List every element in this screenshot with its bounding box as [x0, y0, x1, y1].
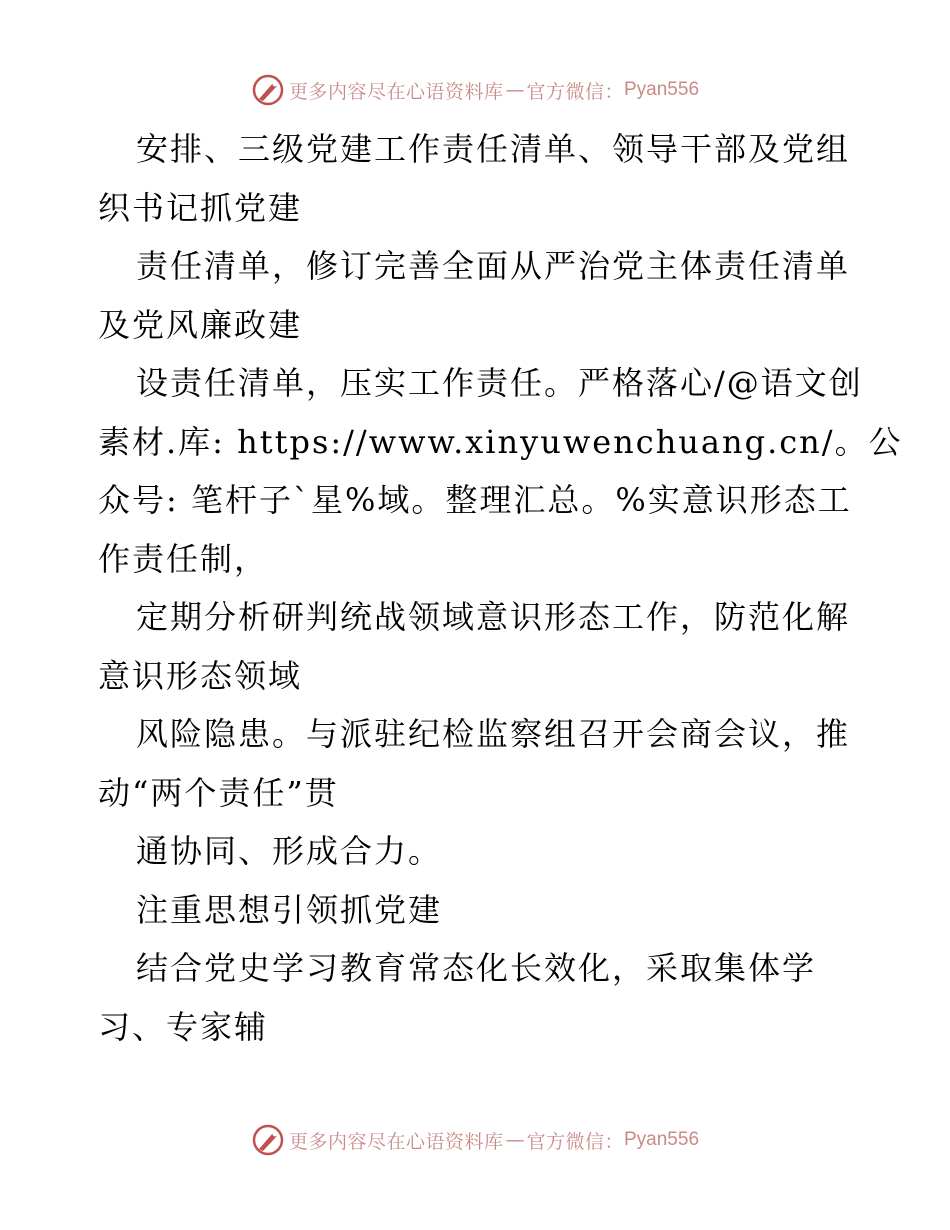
watermark-wechat-label: 官方微信：	[526, 1130, 624, 1153]
text-line: 及党风廉政建	[98, 305, 303, 344]
watermark-separator: —	[505, 1129, 525, 1151]
text-line: 风险隐患。与派驻纪检监察组召开会商会议，推	[136, 715, 851, 753]
text-line: 结合党史学习教育常态化长效化，采取集体学	[136, 949, 817, 987]
text-line: 织书记抓党建	[98, 188, 303, 227]
text-line: 作责任制，	[98, 539, 269, 578]
section-heading: 注重思想引领抓党建	[136, 890, 443, 929]
watermark-footer	[0, 1120, 950, 1160]
text-line: 众号: 笔杆子`星%域。整理汇总。%实意识形态工	[98, 481, 852, 519]
watermark-text: 更多内容尽在心语资料库	[288, 80, 504, 103]
watermark-wechat-label: 官方微信：	[526, 80, 624, 103]
text-line: 意识形态领域	[98, 656, 303, 695]
text-line: 安排、三级党建工作责任清单、领导干部及党组	[136, 130, 851, 168]
text-line: 责任清单，修订完善全面从严治党主体责任清单	[136, 247, 851, 285]
text-line: 动“两个责任”贯	[98, 773, 339, 812]
document-body	[98, 120, 903, 1056]
text-line: 素材.库: https://www.xinyuwenchuang.cn/。公	[98, 422, 903, 461]
text-line: 通协同、形成合力。	[136, 832, 443, 870]
watermark-header	[0, 70, 950, 110]
text-line: 定期分析研判统战领域意识形态工作，防范化解	[136, 598, 851, 636]
watermark-text: 更多内容尽在心语资料库	[288, 1130, 504, 1153]
text-line: 习、专家辅	[98, 1007, 269, 1046]
watermark-wechat-id: Pyan556	[624, 1129, 700, 1150]
watermark-separator: —	[505, 79, 525, 101]
pen-logo-icon	[251, 1123, 285, 1157]
pen-logo-icon	[251, 73, 285, 107]
watermark-wechat-id: Pyan556	[624, 79, 700, 100]
text-line: 设责任清单，压实工作责任。严格落心/@语文创	[136, 364, 863, 402]
